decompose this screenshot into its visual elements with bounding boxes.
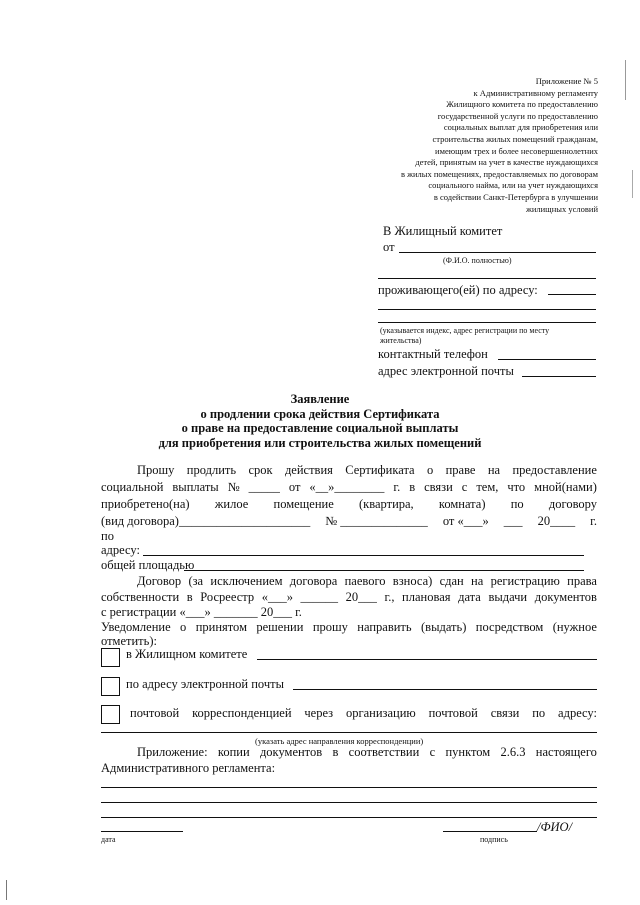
signature-label: подпись bbox=[480, 835, 508, 844]
word: договору bbox=[548, 497, 597, 511]
word: помещение bbox=[273, 497, 334, 511]
p1-line1 bbox=[137, 463, 597, 478]
option-email: по адресу электронной почты bbox=[126, 677, 284, 691]
option-postal bbox=[130, 706, 597, 721]
word[interactable]: «__»________ bbox=[309, 480, 385, 494]
word: с bbox=[461, 480, 468, 494]
word: адресу: bbox=[558, 706, 597, 720]
checkbox-email[interactable] bbox=[101, 677, 120, 696]
annex-line: в содействии Санкт-Петербурга в улучшении bbox=[433, 191, 598, 202]
word: решении bbox=[256, 620, 304, 634]
word: сдан bbox=[439, 574, 464, 588]
date-field[interactable] bbox=[101, 831, 183, 832]
fio-hint: (Ф.И.О. полностью) bbox=[443, 256, 512, 265]
email-address-field[interactable] bbox=[293, 689, 597, 690]
word[interactable]: ___ bbox=[503, 514, 523, 528]
word: на bbox=[487, 463, 501, 477]
annex-line: к Административному регламенту bbox=[473, 87, 598, 98]
word: г. bbox=[393, 480, 401, 494]
annex-line: строительства жилых помещений гражданам, bbox=[432, 133, 598, 144]
signature-field[interactable] bbox=[443, 831, 537, 832]
address-field[interactable] bbox=[548, 294, 596, 295]
word: почтовой bbox=[428, 706, 478, 720]
annex-line: социальных выплат для приобретения или bbox=[443, 122, 598, 133]
word: документов bbox=[259, 745, 323, 759]
object-address-field[interactable] bbox=[143, 555, 584, 556]
word: связи bbox=[490, 706, 520, 720]
email-label: адрес электронной почты bbox=[378, 364, 514, 378]
word: выплаты bbox=[172, 480, 219, 494]
attachments-line-3[interactable] bbox=[101, 817, 597, 818]
fio-signature-label: /ФИО/ bbox=[537, 820, 573, 834]
word: с bbox=[429, 745, 436, 759]
word: от bbox=[288, 480, 301, 494]
annex-line: детей, принятым на учет в качестве нуждающихся bbox=[415, 157, 598, 168]
date-label: дата bbox=[101, 835, 116, 844]
word: посредством bbox=[475, 620, 544, 634]
word: Договор bbox=[137, 574, 182, 588]
word: мной(нами) bbox=[534, 480, 597, 494]
title-line: о продлении срока действия Сертификата bbox=[200, 406, 440, 421]
area-label: общей площадью bbox=[101, 558, 195, 572]
attachments-line-2[interactable] bbox=[101, 802, 597, 803]
p3-line1 bbox=[101, 620, 597, 635]
title-line: Заявление bbox=[290, 392, 350, 406]
word: (нужное bbox=[552, 620, 597, 634]
word: организацию bbox=[345, 706, 416, 720]
word: пунктом bbox=[445, 745, 491, 759]
address-label: адресу: bbox=[101, 543, 140, 557]
word: документов bbox=[534, 590, 597, 604]
word: на bbox=[471, 574, 484, 588]
postal-address-field[interactable] bbox=[101, 732, 597, 733]
contract-type-field[interactable]: (вид договора)_____________________ bbox=[101, 514, 311, 528]
word: через bbox=[304, 706, 334, 720]
word: Приложение: bbox=[137, 745, 208, 759]
word: взноса) bbox=[392, 574, 433, 588]
annex-line1 bbox=[137, 745, 597, 760]
word: договора bbox=[289, 574, 338, 588]
word: выдачи bbox=[488, 590, 528, 604]
word: комната) bbox=[438, 497, 486, 511]
annex-line: жилищных условий bbox=[525, 203, 598, 214]
email-field[interactable] bbox=[522, 376, 596, 377]
word: действия bbox=[284, 463, 333, 477]
word: № bbox=[227, 480, 240, 494]
word: тем, bbox=[476, 480, 499, 494]
p2-line1 bbox=[137, 574, 597, 589]
word: копии bbox=[217, 745, 250, 759]
word[interactable]: 20___ bbox=[345, 590, 377, 604]
word[interactable]: от «___» bbox=[442, 514, 489, 528]
document-title bbox=[80, 392, 560, 450]
word: почтовой bbox=[130, 706, 180, 720]
word: продлить bbox=[186, 463, 237, 477]
p2-line2 bbox=[101, 590, 597, 605]
word: Сертификата bbox=[345, 463, 415, 477]
word[interactable]: _____ bbox=[248, 480, 280, 494]
word: приобретено(на) bbox=[101, 497, 190, 511]
residing-label: проживающего(ей) по адресу: bbox=[378, 283, 538, 297]
annex-line: социального найма, или на учет нуждающихся bbox=[428, 180, 598, 191]
word: в bbox=[332, 745, 339, 759]
address-field-line2[interactable] bbox=[378, 309, 596, 310]
fio-field[interactable] bbox=[399, 252, 596, 253]
addressee-to: В Жилищный комитет bbox=[383, 224, 503, 238]
correspondence-hint: (указать адрес направления корреспонденции) bbox=[255, 736, 424, 746]
checkbox-postal[interactable] bbox=[101, 705, 120, 724]
title-line: для приобретения или строительства жилых помещений bbox=[158, 435, 482, 450]
word: прошу bbox=[312, 620, 348, 634]
scan-edge-mark bbox=[632, 170, 633, 198]
phone-label: контактный телефон bbox=[378, 347, 488, 361]
annex-line: Жилищного комитета по предоставлению bbox=[446, 99, 598, 110]
word: (за bbox=[188, 574, 204, 588]
p1-line4 bbox=[101, 514, 597, 529]
annex-line: Приложение № 5 bbox=[535, 76, 598, 86]
word: в bbox=[186, 590, 193, 604]
word: праве bbox=[445, 463, 476, 477]
address-hint: (указывается индекс, адрес регистрации по месту bbox=[380, 326, 550, 335]
attachments-line-1[interactable] bbox=[101, 787, 597, 788]
word: права bbox=[567, 574, 597, 588]
p1-line3 bbox=[101, 497, 597, 512]
option-housing-committee: в Жилищном комитете bbox=[126, 647, 248, 661]
annex-line: имеющим трех и более несовершеннолетних bbox=[435, 145, 598, 156]
word: корреспонденцией bbox=[192, 706, 292, 720]
phone-field[interactable] bbox=[498, 359, 596, 360]
addressee-from-label: от bbox=[383, 240, 395, 254]
word: (квартира, bbox=[359, 497, 414, 511]
word: по bbox=[532, 706, 546, 720]
annex-header bbox=[348, 76, 598, 215]
word: соответствии bbox=[348, 745, 420, 759]
title-line: о праве на предоставление социальной выплаты bbox=[181, 421, 459, 435]
word: о bbox=[180, 620, 187, 634]
word: социальной bbox=[101, 480, 164, 494]
word: исключением bbox=[210, 574, 283, 588]
address-field-line3[interactable] bbox=[378, 322, 596, 323]
word: срок bbox=[248, 463, 273, 477]
p1-line2 bbox=[101, 480, 597, 495]
word: паевого bbox=[344, 574, 386, 588]
word: Росреестр bbox=[200, 590, 255, 604]
housing-committee-field[interactable] bbox=[257, 659, 597, 660]
word: жилое bbox=[214, 497, 249, 511]
annex-line: государственной услуги по предоставлению bbox=[437, 110, 598, 121]
annex-line2: Административного регламента: bbox=[101, 761, 276, 775]
p3-line2: отметить): bbox=[101, 634, 157, 648]
p1-line5: по bbox=[101, 529, 114, 543]
p2-line3[interactable]: с регистрации «___» _______ 20___ г. bbox=[101, 605, 302, 619]
word: 2.6.3 bbox=[500, 745, 526, 759]
word[interactable]: ______ bbox=[300, 590, 339, 604]
word: собственности bbox=[101, 590, 180, 604]
word: настоящего bbox=[535, 745, 597, 759]
word: Уведомление bbox=[101, 620, 171, 634]
word[interactable]: «___» bbox=[261, 590, 293, 604]
word: (выдать) bbox=[421, 620, 467, 634]
word: предоставление bbox=[512, 463, 597, 477]
word: направить bbox=[357, 620, 412, 634]
scan-edge-mark bbox=[6, 880, 7, 900]
scan-edge-mark bbox=[625, 60, 626, 100]
word[interactable]: 20____ bbox=[537, 514, 576, 528]
word: что bbox=[507, 480, 526, 494]
address-hint-2: жительства) bbox=[380, 336, 422, 345]
contract-number-field[interactable]: № ______________ bbox=[325, 514, 428, 528]
word: г., bbox=[384, 590, 395, 604]
word: о bbox=[426, 463, 434, 477]
word: в bbox=[409, 480, 416, 494]
word: регистрацию bbox=[490, 574, 560, 588]
checkbox-housing-committee[interactable] bbox=[101, 648, 120, 667]
word: принятом bbox=[195, 620, 247, 634]
word: по bbox=[510, 497, 524, 511]
fio-field-line2[interactable] bbox=[378, 278, 596, 279]
area-field[interactable] bbox=[184, 570, 584, 571]
word: плановая bbox=[402, 590, 451, 604]
word: дата bbox=[458, 590, 481, 604]
word: г. bbox=[590, 514, 597, 528]
word: связи bbox=[424, 480, 453, 494]
annex-line: в жилых помещениях, предоставляемых по договорам bbox=[400, 168, 598, 179]
word: Прошу bbox=[137, 463, 175, 477]
